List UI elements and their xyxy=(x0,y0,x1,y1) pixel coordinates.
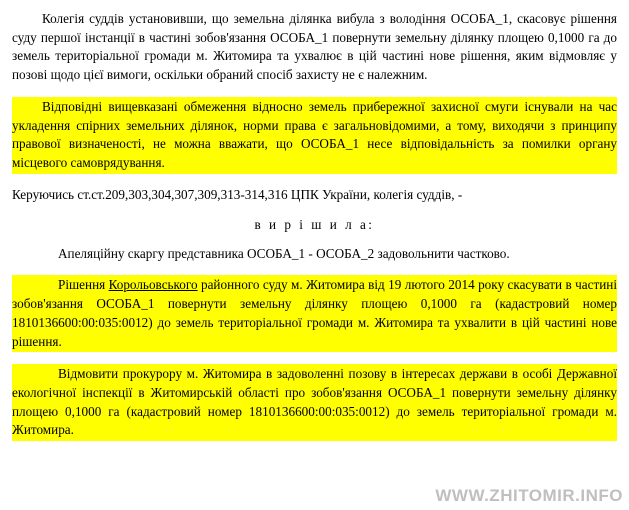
decision-heading-text: в и р і ш и л а: xyxy=(254,216,375,232)
paragraph-text: Відмовити прокурору м. Житомира в задоволенні позову в інтересах держави в особі Державної екологічної інспекції в Житомирській області про зобов'язання ОСОБА_1 повернути земельну ділянку площею 0,1000 га (кадастровий номер 1810136600:00:035:0012) до земель територіальної громади м. Житомира. xyxy=(12,366,617,438)
paragraph-text-before: Рішення xyxy=(58,277,109,293)
paragraph-prosecutor-refusal xyxy=(12,364,617,441)
court-name-underlined: Корольовського xyxy=(108,277,198,293)
paragraph-text: Відповідні вищевказані обмеження відносно земель прибережної захисної смуги існували на час укладення спірних земельних ділянок, норми права є загальновідомими, а тому, виходячи з принципу правової визначеності, не можна вважати, що ОСОБА_1 несе відповідальність за помилки органу місцевого самоврядування. xyxy=(12,98,617,171)
paragraph-district-court-decision xyxy=(12,275,617,352)
decision-heading xyxy=(12,217,617,233)
paragraph-court-panel-ruling xyxy=(12,10,617,85)
paragraph-appeal-granted xyxy=(12,245,617,264)
paragraph-text: Колегія суддів установивши, що земельна ділянка вибула з володіння ОСОБА_1, скасовує рішення суду першої інстанції в частині зобов'язання ОСОБА_1 повернути земельну ділянку площею 0,1000 га до земель територіальної громади м. Житомира та ухвалює в цій частині нове рішення, яким відмовляє у позові щодо цієї вимоги, оскільки обраний спосіб захисту не є належним. xyxy=(12,11,617,83)
paragraph-text: Апеляційну скаргу представника ОСОБА_1 - ОСОБА_2 задовольнити частково. xyxy=(58,245,510,261)
paragraph-restrictions-highlighted xyxy=(12,97,617,174)
paragraph-legal-basis xyxy=(12,186,617,205)
paragraph-text: Керуючись ст.ст.209,303,304,307,309,313-314,316 ЦПК України, колегія суддів, - xyxy=(12,186,463,202)
site-watermark: WWW.ZHITOMIR.INFO xyxy=(435,486,623,505)
paragraph-text-after: районного суду м. Житомира від 19 лютого 2014 року скасувати в частині зобов'язання ОСОБА_1 повернути земельну ділянку площею 0,1000 га (кадастровий номер 1810136600:00:035:0012) до земель територіальної громади м. Житомира та ухвалити в цій частині нове рішення. xyxy=(12,277,618,349)
